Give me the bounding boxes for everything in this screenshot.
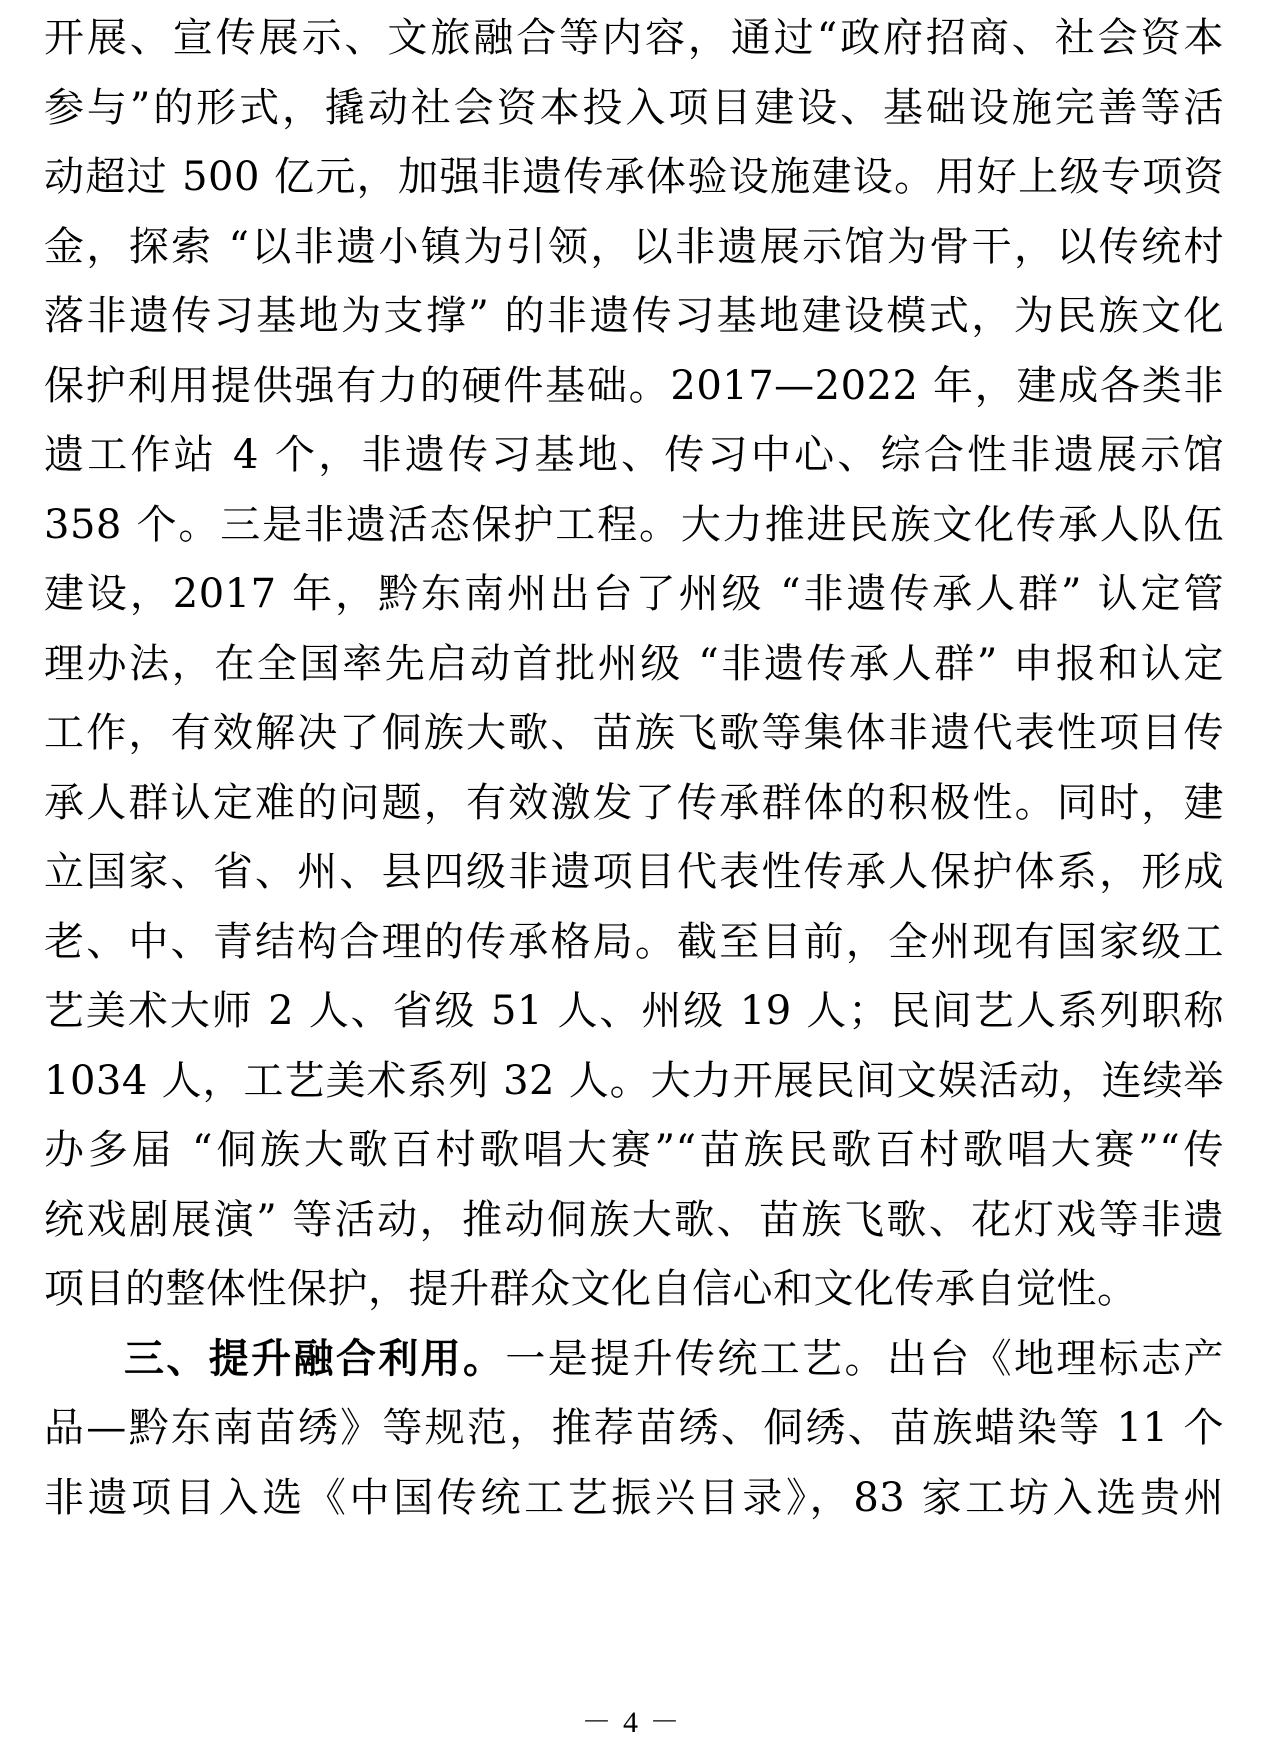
text-line: 358 个。三是非遗活态保护工程。大力推进民族文化传承人队伍 (44, 501, 1224, 548)
page-number: － 4 － (581, 1706, 682, 1739)
text-line: 参与”的形式，撬动社会资本投入项目建设、基础设施完善等活 (44, 84, 1224, 131)
paragraph-end-line: 项目的整体性保护，提升群众文化自信心和文化传承自觉性。 (44, 1266, 1138, 1312)
text-line: 统戏剧展演” 等活动，推动侗族大歌、苗族飞歌、花灯戏等非遗 (44, 1196, 1224, 1243)
section-three-first-line (44, 1325, 1224, 1395)
text-line: 落非遗传习基地为支撑” 的非遗传习基地建设模式，为民族文化 (44, 293, 1224, 339)
text-line: 非遗项目入选《中国传统工艺振兴目录》，83 家工坊入选贵州 (44, 1474, 1224, 1521)
text-line: 理办法，在全国率先启动首批州级 “非遗传承人群” 申报和认定 (44, 640, 1224, 687)
text-line: 承人群认定难的问题，有效激发了传承群体的积极性。同时，建 (44, 779, 1224, 826)
text-line: 品—黔东南苗绣》等规范，推荐苗绣、侗绣、苗族蜡染等 11 个 (44, 1405, 1224, 1451)
text-line: 立国家、省、州、县四级非遗项目代表性传承人保护体系，形成 (44, 849, 1224, 895)
text-line: 遗工作站 4 个，非遗传习基地、传习中心、综合性非遗展示馆 (44, 432, 1224, 478)
text-line: 艺美术大师 2 人、省级 51 人、州级 19 人；民间艺人系列职称 (44, 988, 1224, 1034)
text-line: 动超过 500 亿元，加强非遗传承体验设施建设。用好上级专项资 (44, 154, 1224, 200)
section-text: 一是提升传统工艺。出台《地理标志产 (505, 1335, 1225, 1382)
section-heading: 三、提升融合利用。 (124, 1335, 506, 1382)
body-text (44, 4, 1224, 1533)
text-line: 1034 人，工艺美术系列 32 人。大力开展民间文娱活动，连续举 (44, 1057, 1224, 1104)
text-line: 办多届 “侗族大歌百村歌唱大赛”“苗族民歌百村歌唱大赛”“传 (44, 1127, 1224, 1173)
text-line: 保护利用提供强有力的硬件基础。2017—2022 年，建成各类非 (44, 362, 1224, 409)
text-line: 金，探索 “以非遗小镇为引领，以非遗展示馆为骨干，以传统村 (44, 223, 1224, 270)
text-line: 工作，有效解决了侗族大歌、苗族飞歌等集体非遗代表性项目传 (44, 710, 1224, 756)
text-line: 开展、宣传展示、文旅融合等内容，通过“政府招商、社会资本 (44, 15, 1224, 61)
text-line: 建设，2017 年，黔东南州出台了州级 “非遗传承人群” 认定管 (44, 571, 1224, 617)
text-line: 老、中、青结构合理的传承格局。截至目前，全州现有国家级工 (44, 918, 1224, 965)
